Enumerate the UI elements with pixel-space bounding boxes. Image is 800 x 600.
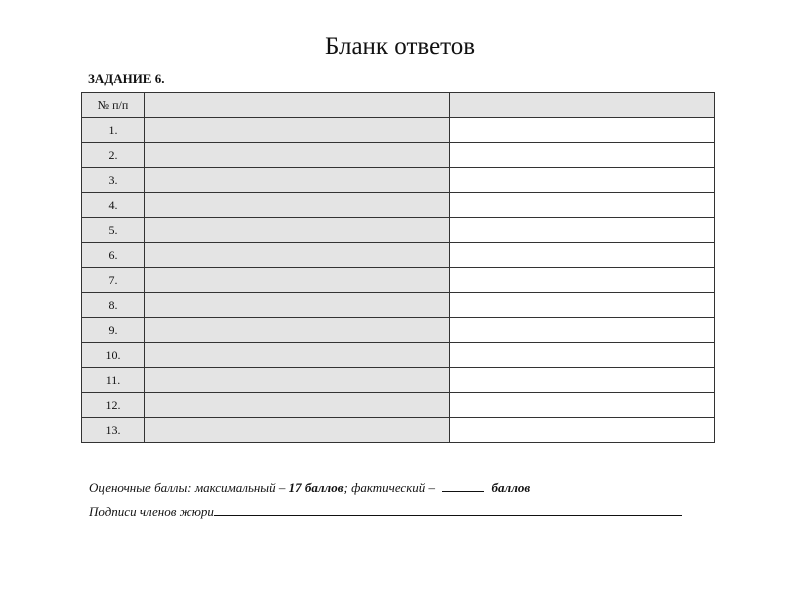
row-shaded-cell <box>145 218 450 243</box>
actual-score-blank[interactable] <box>442 480 484 492</box>
header-number-cell: № п/п <box>82 93 145 118</box>
answer-cell[interactable] <box>450 343 715 368</box>
row-number-cell: 2. <box>82 143 145 168</box>
row-number-cell: 8. <box>82 293 145 318</box>
answer-cell[interactable] <box>450 168 715 193</box>
task-label: ЗАДАНИЕ 6. <box>88 71 165 86</box>
row-shaded-cell <box>145 293 450 318</box>
row-shaded-cell <box>145 143 450 168</box>
table-row <box>82 193 715 218</box>
row-number-cell: 7. <box>82 268 145 293</box>
row-number-cell: 3. <box>82 168 145 193</box>
answer-table <box>81 92 715 443</box>
row-shaded-cell <box>145 168 450 193</box>
signature-line <box>89 504 682 520</box>
row-shaded-cell <box>145 243 450 268</box>
row-shaded-cell <box>145 118 450 143</box>
row-number-cell: 11. <box>82 368 145 393</box>
row-shaded-cell <box>145 368 450 393</box>
answer-cell[interactable] <box>450 318 715 343</box>
answer-cell[interactable] <box>450 243 715 268</box>
answer-cell[interactable] <box>450 193 715 218</box>
row-shaded-cell <box>145 343 450 368</box>
table-header-row <box>82 93 715 118</box>
answer-cell[interactable] <box>450 143 715 168</box>
row-number-cell: 13. <box>82 418 145 443</box>
table-row <box>82 168 715 193</box>
answer-cell[interactable] <box>450 218 715 243</box>
table-row <box>82 368 715 393</box>
score-prefix: Оценочные баллы: максимальный – <box>89 480 286 495</box>
row-number-cell: 5. <box>82 218 145 243</box>
row-number-cell: 12. <box>82 393 145 418</box>
score-line <box>89 480 530 496</box>
row-shaded-cell <box>145 193 450 218</box>
table-row <box>82 418 715 443</box>
table-row <box>82 268 715 293</box>
table-row <box>82 318 715 343</box>
table-row <box>82 118 715 143</box>
answer-cell[interactable] <box>450 393 715 418</box>
signature-label: Подписи членов жюри <box>89 504 214 519</box>
header-shaded-cell <box>145 93 450 118</box>
answer-cell[interactable] <box>450 418 715 443</box>
row-number-cell: 1. <box>82 118 145 143</box>
table-row <box>82 343 715 368</box>
page-title: Бланк ответов <box>324 33 476 60</box>
signature-blank[interactable] <box>214 504 682 516</box>
table-row <box>82 243 715 268</box>
answer-cell[interactable] <box>450 118 715 143</box>
row-number-cell: 6. <box>82 243 145 268</box>
score-unit: баллов <box>491 480 531 495</box>
row-shaded-cell <box>145 393 450 418</box>
answer-cell[interactable] <box>450 368 715 393</box>
header-answer-cell <box>450 93 715 118</box>
table-row <box>82 143 715 168</box>
row-number-cell: 10. <box>82 343 145 368</box>
table-row <box>82 293 715 318</box>
answer-cell[interactable] <box>450 268 715 293</box>
score-max: 17 баллов <box>288 480 344 495</box>
row-number-cell: 9. <box>82 318 145 343</box>
table-row <box>82 393 715 418</box>
row-number-cell: 4. <box>82 193 145 218</box>
score-middle: ; фактический – <box>343 480 436 495</box>
row-shaded-cell <box>145 418 450 443</box>
row-shaded-cell <box>145 318 450 343</box>
table-row <box>82 218 715 243</box>
row-shaded-cell <box>145 268 450 293</box>
answer-cell[interactable] <box>450 293 715 318</box>
